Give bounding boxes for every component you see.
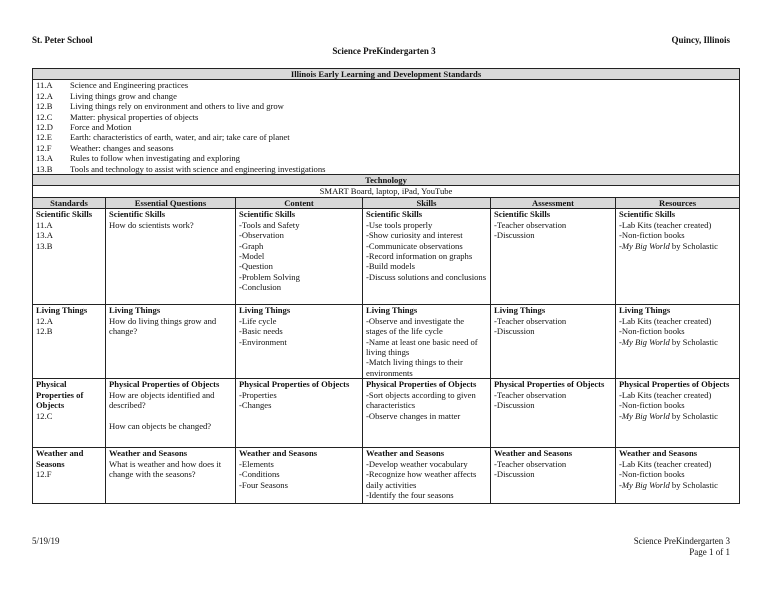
resource-book-publisher: by Scholastic — [669, 240, 718, 251]
cell-line: 13.A — [36, 230, 53, 241]
cell-line: -Teacher observation — [494, 315, 567, 326]
standard-code: 12.F — [36, 142, 52, 153]
table-row — [33, 305, 740, 379]
cell-line: -Tools and Safety — [239, 219, 300, 230]
resource-book-line: -My Big World by Scholastic — [619, 336, 718, 347]
resource-book-title: My Big World — [621, 336, 670, 347]
content-cell — [236, 448, 363, 504]
cell-line: -Discussion — [494, 469, 535, 480]
assessment-cell — [491, 448, 616, 504]
cell-line: -Problem Solving — [239, 271, 300, 282]
cell-line: 13.B — [36, 240, 53, 251]
cell-title: Physical Properties of Objects — [36, 379, 84, 411]
cell-line: 12.C — [36, 410, 53, 421]
curriculum-table — [32, 68, 740, 504]
content-cell — [236, 209, 363, 305]
cell-title: Scientific Skills — [619, 209, 676, 220]
standard-code: 12.C — [36, 111, 53, 122]
resource-book-line: -My Big World by Scholastic — [619, 479, 718, 490]
cell-title: Living Things — [36, 305, 88, 316]
standard-text: Matter: physical properties of objects — [70, 111, 199, 122]
cell-title: Weather and Seasons — [36, 448, 84, 469]
table-row — [33, 209, 740, 305]
cell-line: How do living things grow and change? — [109, 315, 217, 337]
school-name: St. Peter School — [32, 35, 93, 45]
skills-cell — [363, 209, 491, 305]
cell-line: 12.F — [36, 469, 52, 480]
skills-cell — [363, 448, 491, 504]
column-header: Resources — [616, 197, 740, 208]
standard-item — [36, 143, 736, 153]
standard-text: Weather: changes and seasons — [70, 142, 174, 153]
standard-item — [36, 91, 736, 101]
resource-book-publisher: by Scholastic — [669, 410, 718, 421]
footer-date: 5/19/19 — [32, 536, 60, 546]
standard-item — [36, 112, 736, 122]
standards-cell — [33, 209, 106, 305]
standard-text: Rules to follow when investigating and exploring — [70, 153, 240, 164]
cell-title: Scientific Skills — [494, 209, 551, 220]
resource-book-title: My Big World — [621, 410, 670, 421]
standard-code: 12.A — [36, 90, 53, 101]
assessment-cell — [491, 209, 616, 305]
standard-item — [36, 80, 736, 90]
technology-row — [33, 186, 740, 197]
standards-list — [33, 80, 740, 175]
cell-line: How do scientists work? — [109, 219, 194, 230]
column-header-row — [33, 197, 740, 208]
cell-title: Scientific Skills — [239, 209, 296, 220]
cell-line: -Teacher observation — [494, 389, 567, 400]
cell-line: -Properties — [239, 389, 277, 400]
footer-page: Page 1 of 1 — [689, 547, 730, 557]
cell-line: -Use tools properly — [366, 219, 433, 230]
questions-cell — [106, 448, 236, 504]
cell-title: Living Things — [494, 305, 546, 316]
cell-line: -Discussion — [494, 230, 535, 241]
cell-line: -Question — [239, 261, 273, 272]
standard-item — [36, 101, 736, 111]
cell-line: -Communicate observations — [366, 240, 463, 251]
cell-line: -Discuss solutions and conclusions — [366, 271, 487, 282]
standard-text: Science and Engineering practices — [70, 80, 189, 91]
cell-line: 12.B — [36, 326, 53, 337]
cell-line: -Environment — [239, 336, 287, 347]
standard-code: 13.B — [36, 163, 53, 174]
cell-line: -Lab Kits (teacher created) — [619, 219, 712, 230]
standard-text: Earth: characteristics of earth, water, and air; take care of planet — [70, 132, 290, 143]
cell-line: -Teacher observation — [494, 458, 567, 469]
resource-book-publisher: by Scholastic — [669, 336, 718, 347]
column-header: Standards — [33, 197, 106, 208]
questions-cell — [106, 209, 236, 305]
standard-code: 13.A — [36, 153, 53, 164]
cell-title: Weather and Seasons — [239, 448, 318, 459]
standard-code: 11.A — [36, 80, 53, 91]
cell-line: -Match living things to their environments — [366, 357, 463, 378]
cell-line: -Lab Kits (teacher created) — [619, 389, 712, 400]
cell-line: How can objects be changed? — [109, 420, 212, 431]
school-location: Quincy, Illinois — [671, 35, 730, 45]
standard-item — [36, 132, 736, 142]
cell-title: Physical Properties of Objects — [494, 379, 605, 390]
cell-title: Weather and Seasons — [109, 448, 188, 459]
cell-line: -Name at least one basic need of living things — [366, 336, 478, 357]
cell-line: -Conclusion — [239, 282, 282, 293]
cell-title: Living Things — [239, 305, 291, 316]
cell-line: -Changes — [239, 400, 272, 411]
cell-line: 11.A — [36, 219, 53, 230]
cell-line: -Four Seasons — [239, 479, 288, 490]
standards-cell — [33, 305, 106, 379]
standard-text: Living things grow and change — [70, 90, 177, 101]
column-header: Essential Questions — [106, 197, 236, 208]
document-title: Science PreKindergarten 3 — [332, 46, 436, 56]
cell-line: -Sort objects according to given characteristics — [366, 389, 476, 411]
cell-title: Physical Properties of Objects — [109, 379, 220, 390]
resource-book-title: My Big World — [621, 479, 670, 490]
questions-cell — [106, 305, 236, 379]
resources-cell — [616, 305, 740, 379]
cell-line: -Graph — [239, 240, 264, 251]
standard-code: 12.E — [36, 132, 52, 143]
cell-line: -Recognize how weather affects daily activities — [366, 469, 477, 490]
cell-line: -Record information on graphs — [366, 250, 473, 261]
table-row — [33, 379, 740, 448]
cell-gap — [109, 411, 232, 421]
cell-title: Scientific Skills — [36, 209, 93, 220]
technology-text: SMART Board, laptop, iPad, YouTube — [33, 186, 740, 197]
cell-title: Physical Properties of Objects — [366, 379, 477, 390]
cell-title: Living Things — [366, 305, 418, 316]
cell-line: -Identify the four seasons — [366, 489, 454, 500]
cell-line: -Basic needs — [239, 326, 283, 337]
cell-line: -Elements — [239, 458, 274, 469]
cell-title: Living Things — [109, 305, 161, 316]
standard-text: Tools and technology to assist with science and engineering investigations — [70, 163, 326, 174]
content-cell — [236, 305, 363, 379]
cell-title: Scientific Skills — [366, 209, 423, 220]
assessment-cell — [491, 379, 616, 448]
standard-item — [36, 164, 736, 174]
standards-band-title: Illinois Early Learning and Development Standards — [33, 69, 740, 80]
cell-line: -Observe and investigate the stages of the life cycle — [366, 315, 465, 337]
table-row — [33, 448, 740, 504]
content-cell — [236, 379, 363, 448]
footer-course: Science PreKindergarten 3 — [633, 536, 730, 546]
standards-cell — [33, 379, 106, 448]
standard-code: 12.D — [36, 122, 53, 133]
cell-title: Living Things — [619, 305, 671, 316]
cell-title: Physical Properties of Objects — [239, 379, 350, 390]
questions-cell — [106, 379, 236, 448]
cell-title: Weather and Seasons — [366, 448, 445, 459]
standards-band-list-row — [33, 80, 740, 175]
cell-title: Scientific Skills — [109, 209, 166, 220]
cell-line: -Show curiosity and interest — [366, 230, 463, 241]
standard-code: 12.B — [36, 101, 53, 112]
skills-cell — [363, 379, 491, 448]
standard-text: Force and Motion — [70, 122, 132, 133]
column-header: Skills — [363, 197, 491, 208]
standards-band-header — [33, 69, 740, 80]
cell-line: -Discussion — [494, 326, 535, 337]
column-header: Content — [236, 197, 363, 208]
cell-line: -Life cycle — [239, 315, 277, 326]
standard-text: Living things rely on environment and others to live and grow — [70, 101, 284, 112]
cell-line: -Lab Kits (teacher created) — [619, 458, 712, 469]
cell-line: -Teacher observation — [494, 219, 567, 230]
column-header: Assessment — [491, 197, 616, 208]
cell-title: Physical Properties of Objects — [619, 379, 730, 390]
technology-header — [33, 175, 740, 186]
assessment-cell — [491, 305, 616, 379]
cell-line: -Non-fiction books — [619, 326, 685, 337]
cell-title: Weather and Seasons — [494, 448, 573, 459]
standards-cell — [33, 448, 106, 504]
resource-book-publisher: by Scholastic — [669, 479, 718, 490]
cell-line: 12.A — [36, 315, 53, 326]
resource-book-line: -My Big World by Scholastic — [619, 240, 718, 251]
cell-line: -Non-fiction books — [619, 469, 685, 480]
technology-title: Technology — [33, 175, 740, 186]
cell-line: -Observe changes in matter — [366, 410, 461, 421]
resources-cell — [616, 379, 740, 448]
cell-line: -Non-fiction books — [619, 400, 685, 411]
cell-line: -Non-fiction books — [619, 230, 685, 241]
standard-item — [36, 122, 736, 132]
cell-line: -Model — [239, 250, 265, 261]
resources-cell — [616, 448, 740, 504]
resource-book-line: -My Big World by Scholastic — [619, 410, 718, 421]
cell-line: -Observation — [239, 230, 284, 241]
cell-line: -Lab Kits (teacher created) — [619, 315, 712, 326]
cell-line: -Discussion — [494, 400, 535, 411]
cell-line: -Develop weather vocabulary — [366, 458, 468, 469]
resource-book-title: My Big World — [621, 240, 670, 251]
standard-item — [36, 153, 736, 163]
cell-line: What is weather and how does it change with the seasons? — [109, 458, 222, 480]
cell-line: How are objects identified and described? — [109, 389, 215, 411]
resources-cell — [616, 209, 740, 305]
cell-line: -Build models — [366, 261, 415, 272]
cell-title: Weather and Seasons — [619, 448, 698, 459]
skills-cell — [363, 305, 491, 379]
cell-line: -Conditions — [239, 469, 280, 480]
